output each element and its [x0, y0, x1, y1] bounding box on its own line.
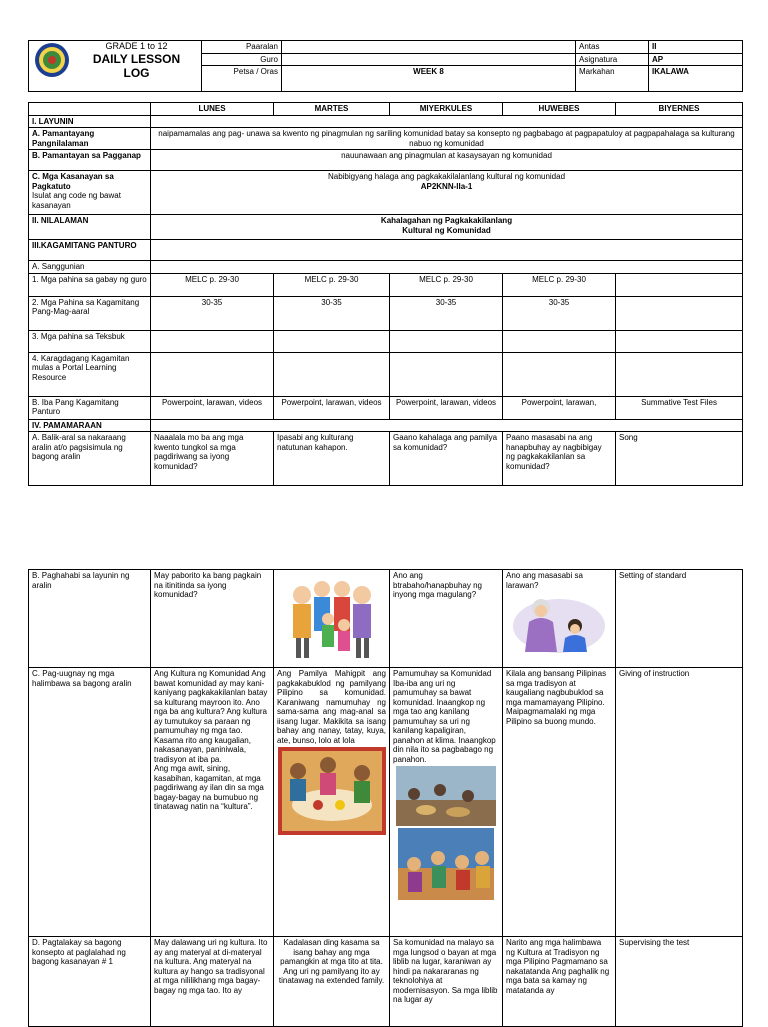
pag-uugnay-lunes-2: Ang mga awit, sining, kasabihan, kagamitan, at mga pagdiriwang ay ilan din sa mga bagay-bagay na bumubuo ng tinatawag natin na “kultura”. [154, 764, 264, 811]
family-illustration [282, 573, 382, 661]
pamantayan-pagganap-label: B. Pamantayan sa Pagganap [29, 150, 151, 171]
grandmother-child-illustration [511, 592, 607, 654]
teksbuk-huwebes [503, 330, 616, 352]
petsa-label: Petsa / Oras [202, 66, 282, 92]
portal-lunes [151, 352, 274, 396]
iba-kagamitan-huwebes: Powerpoint, larawan, [503, 396, 616, 419]
portal-miyerkules [390, 352, 503, 396]
nilalaman-heading: II. NILALAMAN [29, 215, 151, 240]
kagamitang-miyerkules: 30-35 [390, 296, 503, 330]
kagamitang-lunes: 30-35 [151, 296, 274, 330]
balik-aral-lunes: Naaalala mo ba ang mga kwento tungkol sa mga pagdiriwang sa iyong komunidad? [151, 432, 274, 486]
pagtalakay-miyerkules: Sa komunidad na malayo sa mga lungsod o bayan at mga liblib na lugar, karaniwan ay hindi pa nakararanas ng teknolohiya at modernisasyon. Sa mga liblib na lugar ay [390, 937, 503, 1027]
grade-label: GRADE 1 to 12 [105, 41, 168, 51]
kagamitang-pang-mag-aaral-label: 2. Mga Pahina sa Kagamitang Pang-Mag-aaral [29, 296, 151, 330]
teksbuk-miyerkules [390, 330, 503, 352]
gabay-guro-martes: MELC p. 29-30 [274, 273, 390, 296]
balik-aral-label: A. Balik-aral sa nakaraang aralin at/o pagsisimula ng bagong aralin [29, 432, 151, 486]
paaralan-label: Paaralan [202, 41, 282, 54]
kagamitang-biyernes [616, 296, 743, 330]
day-huwebes: HUWEBES [503, 103, 616, 116]
asignatura-label: Asignatura [576, 53, 649, 66]
teksbuk-biyernes [616, 330, 743, 352]
pag-uugnay-label: C. Pag-uugnay ng mga halimbawa sa bagong aralin [29, 668, 151, 937]
paghahabi-label: B. Paghahabi sa layunin ng aralin [29, 570, 151, 668]
pag-uugnay-martes: Ang Pamilya Mahigpit ang pagkakabuklod ng pamilyang Pilipino sa komunidad. Karaniwang namumuhay ng sama-sama ang mag-anal sa iisang lugar. Makikita sa isang bahay ang nanay, tatay, kuya, ate, bunso, lolo at lola [277, 669, 386, 745]
dll-title-cell [29, 41, 202, 92]
gabay-guro-miyerkules: MELC p. 29-30 [390, 273, 503, 296]
paghahabi-huwebes-cell [503, 570, 616, 668]
pagtalakay-biyernes: Supervising the test [616, 937, 743, 1027]
community-painting-illustration [398, 828, 494, 900]
asignatura-value: AP [649, 53, 743, 66]
layunin-heading: I. LAYUNIN [29, 115, 151, 128]
kasanayan-code: AP2KNN-IIa-1 [420, 181, 473, 191]
gabay-guro-label: 1. Mga pahina sa gabay ng guro [29, 273, 151, 296]
sanggunian-span [151, 261, 743, 274]
corner-cell [29, 103, 151, 116]
gabay-guro-biyernes [616, 273, 743, 296]
kasanayan-cell [29, 171, 151, 215]
layunin-heading-span [151, 115, 743, 128]
kasanayan-label: C. Mga Kasanayan sa Pagkatuto [32, 172, 114, 191]
kagamitang-martes: 30-35 [274, 296, 390, 330]
pag-uugnay-biyernes: Giving of instruction [616, 668, 743, 937]
day-martes: MARTES [274, 103, 390, 116]
iba-kagamitan-martes: Powerpoint, larawan, videos [274, 396, 390, 419]
week-value: WEEK 8 [282, 66, 576, 92]
family-meal-illustration [278, 747, 386, 835]
dll-main-table [28, 102, 743, 486]
pamantayang-pangnilalaman-label: A. Pamantayang Pangnilalaman [29, 128, 151, 150]
pag-uugnay-lunes: Ang Kultura ng Komunidad Ang bawat komunidad ay may kani-kaniyang pagkakakilanlan batay sa kulturang mayroon ito. Ano nga ba ang kultura? Ang kultura ay tumutukoy sa paraan ng pamumuhay ng mga tao. Kasama rito ang kaugalian, nakasanayan, paniniwala, tradisyon at iba pa. [154, 669, 268, 764]
guro-value [282, 53, 576, 66]
kagamitang-huwebes: 30-35 [503, 296, 616, 330]
iba-kagamitan-lunes: Powerpoint, larawan, videos [151, 396, 274, 419]
pamamaraan-heading: IV. PAMAMARAAN [29, 419, 151, 432]
paghahabi-lunes: May paborito ka bang pagkain na itinitinda sa iyong komunidad? [151, 570, 274, 668]
daily-lesson-title: DAILY LESSON [92, 51, 181, 66]
pamantayan-pagganap-value: nauunawaan ang pinagmulan at kasaysayan ng komunidad [151, 150, 743, 171]
pamantayang-pangnilalaman-value: naipamamalas ang pag- unawa sa kwento ng pinagmulan ng sariling komunidad batay sa konsepto ng pagbabago at pagpapatuloy at pagpapahalaga sa kulturang nabuo ng komunidad [151, 128, 743, 150]
portal-lr-label: 4. Karagdagang Kagamitan mulas a Portal Learning Resource [29, 352, 151, 396]
sanggunian-label: A. Sanggunian [29, 261, 151, 274]
balik-aral-martes: Ipasabi ang kulturang natutunan kahapon. [274, 432, 390, 486]
dll-continuation-table [28, 569, 743, 1027]
pag-uugnay-huwebes: Kilala ang bansang Pilipinas sa mga tradisyon at kaugaliang nagbubuklod sa mga mamamayang Pilipino. Maipagmamalaki ng mga Pilipino sa buong mundo. [503, 668, 616, 937]
kasanayan-value: Nabibigyang halaga ang pagkakakilalanlang kultural ng komunidad [327, 172, 566, 181]
teksbuk-lunes [151, 330, 274, 352]
pag-uugnay-miyerkules-cell [390, 668, 503, 937]
day-biyernes: BIYERNES [616, 103, 743, 116]
gabay-guro-huwebes: MELC p. 29-30 [503, 273, 616, 296]
paghahabi-huwebes: Ano ang masasabi sa larawan? [506, 571, 583, 590]
antas-label: Antas [576, 41, 649, 54]
balik-aral-miyerkules: Gaano kahalaga ang pamilya sa komunidad? [390, 432, 503, 486]
pagtalakay-lunes: May dalawang uri ng kultura. Ito ay ang materyal at di-materyal na kultura. Ang materyal na kultura ay hango sa tradisyonal at mga nililikhang mga bagay-bagay ng mga tao. Ito ay [151, 937, 274, 1027]
pagtalakay-huwebes: Narito ang mga halimbawa ng Kultura at Tradisyon ng mga Pilipino Pagmamano sa nakatatanda Ang paghalik ng mga bata sa kamay ng matatanda ay [503, 937, 616, 1027]
log-title: LOG [123, 65, 150, 80]
gabay-guro-lunes: MELC p. 29-30 [151, 273, 274, 296]
paghahabi-martes [274, 570, 390, 668]
market-illustration [396, 766, 496, 826]
markahan-label: Markahan [576, 66, 649, 92]
iba-kagamitan-miyerkules: Powerpoint, larawan, videos [390, 396, 503, 419]
markahan-value: IKALAWA [649, 66, 743, 92]
kagamitan-heading: III.KAGAMITANG PANTURO [29, 240, 151, 261]
balik-aral-biyernes: Song [616, 432, 743, 486]
pagtalakay-label: D. Pagtalakay sa bagong konsepto at paglalahad ng bagong kasanayan # 1 [29, 937, 151, 1027]
nilalaman-value-cell [151, 215, 743, 240]
pag-uugnay-martes-cell [274, 668, 390, 937]
paaralan-value [282, 41, 576, 54]
pag-uugnay-miyerkules: Pamumuhay sa Komunidad Iba-iba ang uri ng pamumuhay sa bawat komunidad. Inaangkop ng mga tao ang kanilang pamumuhay sa uri ng kanilang kapaligiran, panahon at klima. Inaangkop din nila ito sa pagbabago ng panahon. [393, 669, 496, 764]
kasanayan-value-cell [151, 171, 743, 215]
antas-value: II [649, 41, 743, 54]
iba-pang-kagamitan-label: B. Iba Pang Kagamitang Panturo [29, 396, 151, 419]
teksbuk-martes [274, 330, 390, 352]
pamamaraan-heading-span [151, 419, 743, 432]
pag-uugnay-lunes-cell [151, 668, 274, 937]
nilalaman-value-1: Kahalagahan ng Pagkakakilanlang [380, 216, 513, 225]
nilalaman-value-2: Kultural ng Komunidad [402, 225, 491, 235]
balik-aral-huwebes: Paano masasabi na ang hanapbuhay ay nagbibigay ng pagkakakilanlan sa komunidad? [503, 432, 616, 486]
guro-label: Guro [202, 53, 282, 66]
paghahabi-miyerkules: Ano ang btrabaho/hanapbuhay ng inyong mga magulang? [390, 570, 503, 668]
teksbuk-label: 3. Mga pahina sa Teksbuk [29, 330, 151, 352]
kagamitan-heading-span [151, 240, 743, 261]
portal-martes [274, 352, 390, 396]
portal-biyernes [616, 352, 743, 396]
kasanayan-sub: Isulat ang code ng bawat kasanayan [32, 191, 121, 210]
portal-huwebes [503, 352, 616, 396]
day-lunes: LUNES [151, 103, 274, 116]
iba-kagamitan-biyernes: Summative Test Files [616, 396, 743, 419]
dll-header-table [28, 40, 743, 92]
day-miyerkules: MIYERKULES [390, 103, 503, 116]
paghahabi-biyernes: Setting of standard [616, 570, 743, 668]
pagtalakay-martes: Kadalasan ding kasama sa isang bahay ang mga pamangkin at mga tito at tita. Ang uri ng pamilyang ito ay tinatawag na extended family. [274, 937, 390, 1027]
